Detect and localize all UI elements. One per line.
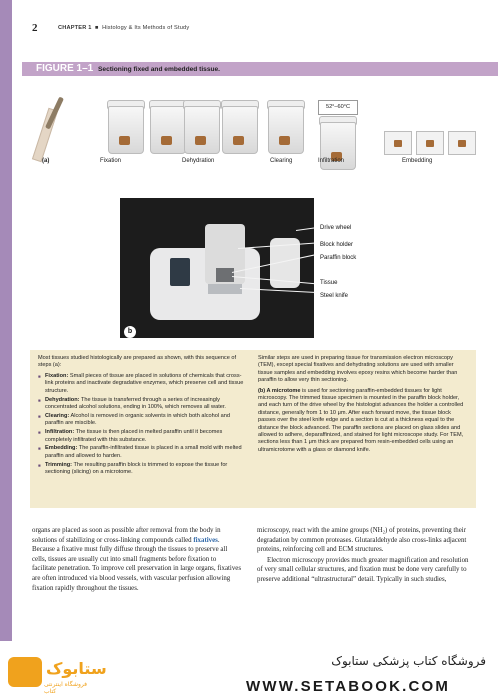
callout-steel-knife: Steel knife [320,293,349,299]
step-label-clearing: Clearing [270,158,293,164]
temperature-label: 52°–60°C [318,100,358,115]
logo-subtitle: فروشگاه اینترنتی کتاب [44,681,88,695]
microtome-lead: (b) A microtome [258,387,301,394]
figure-label: FIGURE 1–1 [36,63,94,74]
chapter-label: CHAPTER 1 [58,25,92,31]
embedding-mold-1 [384,131,412,155]
body-paragraph: Electron microscopy provides much greater magnification and resolution of very small cellular structures, and fixation must be done very carefully to preserve additional “ultrastructural” detail. Typically in such studies, [257,556,469,583]
step-text: The tissue is transferred through a series of increasingly concentrated alcohol solutions, ending in 100%, which removes all water. [45,396,226,410]
step-item [38,413,246,428]
step-label-dehydration: Dehydration [182,158,215,164]
step-text: Small pieces of tissue are placed in solutions of chemicals that cross-link proteins and inactivate degradative enzymes, which preserve cell and tissue structure. [45,372,244,394]
callout-paraffin-block: Paraffin block [320,255,357,261]
step-text: The resulting paraffin block is trimmed to expose the tissue for sectioning (slicing) on a microtome. [45,461,228,476]
page-number: 2 [32,22,38,34]
body-text-span: organs are placed as soon as possible after removal from the body in solutions of stabilizing or cross-linking compounds called [32,527,221,544]
logo-text: ستابوک [46,659,107,678]
panel-a-label: (a) [42,158,50,164]
step-term: Clearing: [45,412,70,419]
legend-left-column [38,355,246,478]
steel-knife-illustration [208,284,242,294]
microtome-control-panel [170,258,190,286]
body-text-span: . Because a fixative must fully diffuse through the tissues to preserve all cells, tissues are usually cut into small fragments before fixation to facilitate penetration. To improve cell preservation in large organs, fixatives are often introduced via blood vessels, with vascular perfusion allowing fixation rapidly throughout the tissues. [32,536,242,592]
step-term: Dehydration: [45,396,80,403]
legend-intro: Most tissues studied histologically are prepared as shown, with this sequence of steps (a): [38,355,237,369]
jar-dehydration-3 [222,100,256,156]
footer-watermark [0,641,500,700]
step-label-embedding: Embedding [402,158,433,164]
step-item [38,373,246,395]
microtome-photo [120,198,314,338]
jar-fixation [108,100,142,156]
step-item [38,462,246,477]
panel-b-label: b [124,326,136,338]
running-header: CHAPTER 1 ■ Histology & Its Methods of Study [58,25,190,31]
jar-clearing [268,100,302,156]
step-text: Alcohol is removed in organic solvents in which both alcohol and paraffin are miscible. [45,412,231,427]
microtome-text: is used for sectioning paraffin-embedded tissues for light microscopy. The trimmed tissue specimen is mounted in the paraffin block holder, and each turn of the drive wheel by the histologist advances the holder a controlled distance, generally from 1 to 10 μm. After each forward move, the tissue block passes over the steel knife edge and a section is cut at a thickness equal to the distance the block advanced. The paraffin sections are placed on glass slides and allowed to adhere, deparaffinized, and stained for light microscope study. For TEM, sections less than 1 μm thick are prepared from resin-embedded cells using an ultramicrotome with a glass or diamond knife. [258,387,464,453]
body-paragraph: microscopy, react with the amine groups (NH₂) of proteins, preventing their degradation by common proteases. Glutaraldehyde also cross-links adjacent proteins, reinforcing cell and ECM structures. [257,527,467,554]
embedding-mold-3 [448,131,476,155]
jar-dehydration-1 [150,100,184,156]
step-term: Trimming: [45,461,73,468]
step-item [38,397,246,412]
step-text: The tissue is then placed in melted paraffin until it becomes completely infiltrated with this substance. [45,429,223,443]
legend-tem-paragraph: Similar steps are used in preparing tissue for transmission electron microscopy (TEM), except special fixatives and dehydrating solutions are used with smaller tissue samples and embedding involves epoxy resins which become harder than paraffin to allow very thin sectioning. [258,355,458,384]
embedding-mold-2 [416,131,444,155]
jar-dehydration-2 [184,100,218,156]
step-term: Fixation: [45,372,69,379]
chapter-title: Histology & Its Methods of Study [102,25,190,31]
step-term: Infiltration: [45,429,75,436]
step-text: The paraffin-infiltrated tissue is placed in a small mold with melted paraffin and allowed to harden. [45,445,242,459]
site-name-persian: فروشگاه کتاب پزشکی ستابوک [331,654,486,668]
step-label-infiltration: Infiltration [318,158,345,164]
callout-drive-wheel: Drive wheel [320,225,352,231]
figure-caption: Sectioning fixed and embedded tissue. [98,66,221,73]
legend-microtome-paragraph [258,388,468,455]
step-term: Embedding: [45,445,78,452]
figure-title-band [22,62,498,76]
body-right-column [257,526,469,585]
body-paragraph [32,526,242,593]
step-list [38,373,246,477]
legend-right-column [258,355,468,457]
keyword-fixatives[interactable]: fixatives [193,536,218,544]
setabook-logo [8,657,107,697]
leader-line [296,227,314,231]
step-label-fixation: Fixation [100,158,122,164]
body-left-column [32,526,242,593]
step-item [38,429,246,444]
step-item [38,445,246,460]
callout-block-holder: Block holder [320,242,354,248]
site-url[interactable]: WWW.SETABOOK.COM [246,678,451,695]
callout-tissue: Tissue [320,280,338,286]
logo-mark [8,657,42,687]
chapter-color-bar [0,0,12,700]
